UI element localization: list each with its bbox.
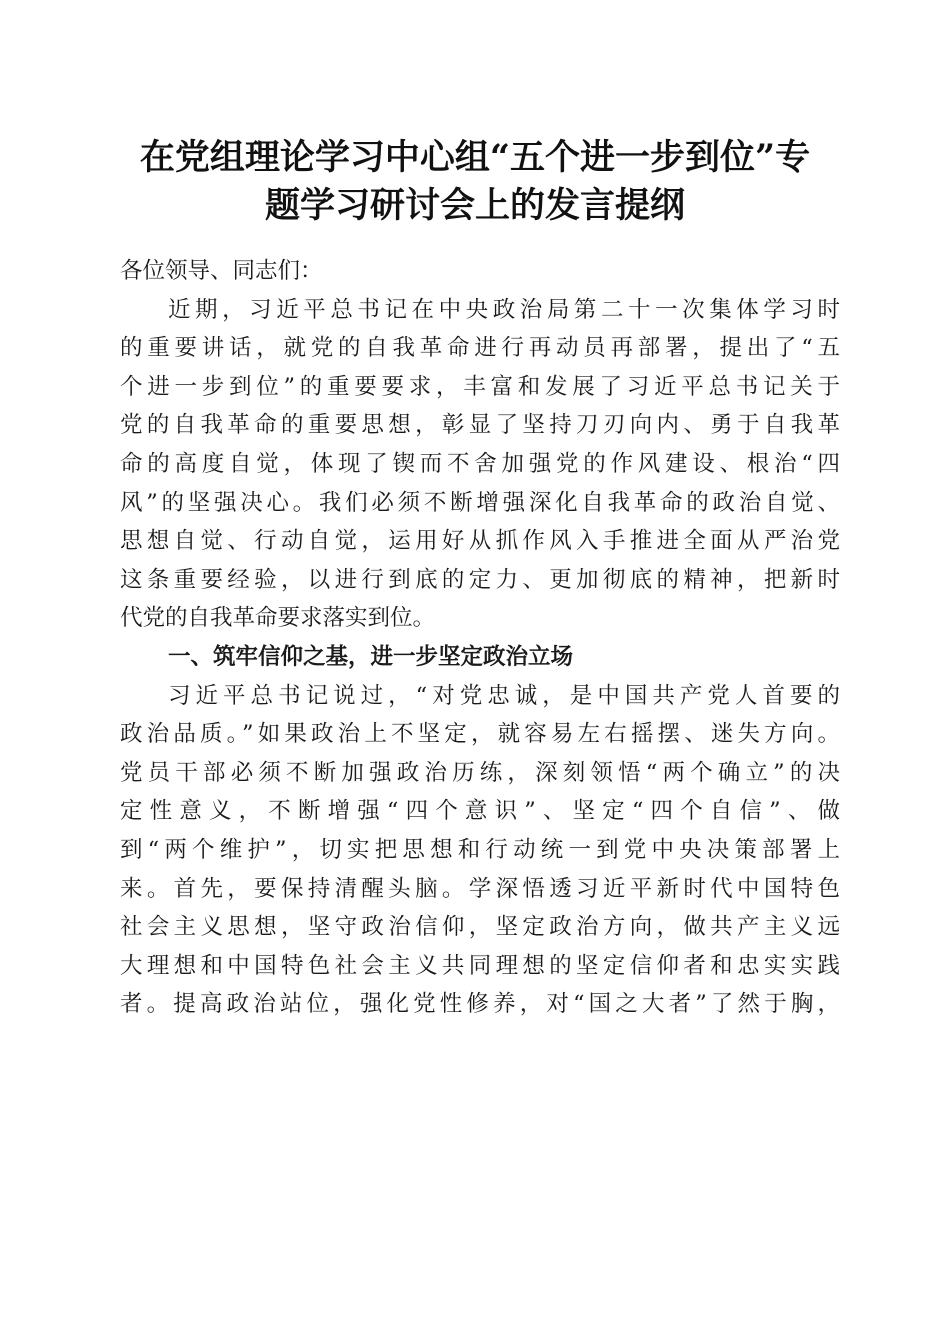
paragraph-line: 到“两个维护”，切实把思想和行动统一到党中央决策部署上	[120, 836, 840, 863]
title-line-2: 题学习研讨会上的发言提纲	[264, 185, 685, 226]
paragraph-line: 党员干部必须不断加强政治历练，深刻领悟“两个确立”的决	[120, 759, 840, 786]
paragraph-line: 代党的自我革命要求落实到位。	[120, 605, 436, 632]
paragraph-line: 大理想和中国特色社会主义共同理想的坚定信仰者和忠实实践	[120, 952, 840, 979]
section-1-paragraph	[120, 677, 840, 1024]
paragraph-line: 命的高度自觉，体现了锲而不舍加强党的作风建设、根治“四	[120, 450, 840, 477]
section-heading-1: 一、筑牢信仰之基，进一步坚定政治立场	[168, 643, 574, 670]
paragraph-line: 习近平总书记说过，“对党忠诚，是中国共产党人首要的	[168, 682, 840, 709]
paragraph-line: 的重要讲话，就党的自我革命进行再动员再部署，提出了“五	[120, 335, 840, 362]
paragraph-line: 思想自觉、行动自觉，运用好从抓作风入手推进全面从严治党	[120, 528, 840, 555]
paragraph-line: 定性意义，不断增强“四个意识”、坚定“四个自信”、做	[120, 798, 840, 825]
paragraph-line: 风”的坚强决心。我们必须不断增强深化自我革命的政治自觉、	[120, 489, 840, 516]
paragraph-line: 政治品质。”如果政治上不坚定，就容易左右摇摆、迷失方向。	[120, 721, 840, 748]
paragraph-line: 党的自我革命的重要思想，彰显了坚持刀刃向内、勇于自我革	[120, 412, 840, 439]
paragraph-line: 者。提高政治站位，强化党性修养，对“国之大者”了然于胸，	[120, 991, 840, 1018]
paragraph-line: 这条重要经验，以进行到底的定力、更加彻底的精神，把新时	[120, 566, 840, 593]
paragraph-line: 个进一步到位”的重要要求，丰富和发展了习近平总书记关于	[120, 373, 840, 400]
salutation: 各位领导、同志们：	[120, 258, 323, 284]
paragraph-line: 近期，习近平总书记在中央政治局第二十一次集体学习时	[168, 296, 840, 323]
title-line-1: 在党组理论学习中心组“五个进一步到位”专	[139, 137, 811, 178]
paragraph-line: 社会主义思想，坚守政治信仰，坚定政治方向，做共产主义远	[120, 914, 840, 941]
intro-paragraph	[120, 291, 840, 638]
paragraph-line: 来。首先，要保持清醒头脑。学深悟透习近平新时代中国特色	[120, 875, 840, 902]
document-body	[120, 252, 840, 1024]
document-title	[100, 134, 850, 230]
